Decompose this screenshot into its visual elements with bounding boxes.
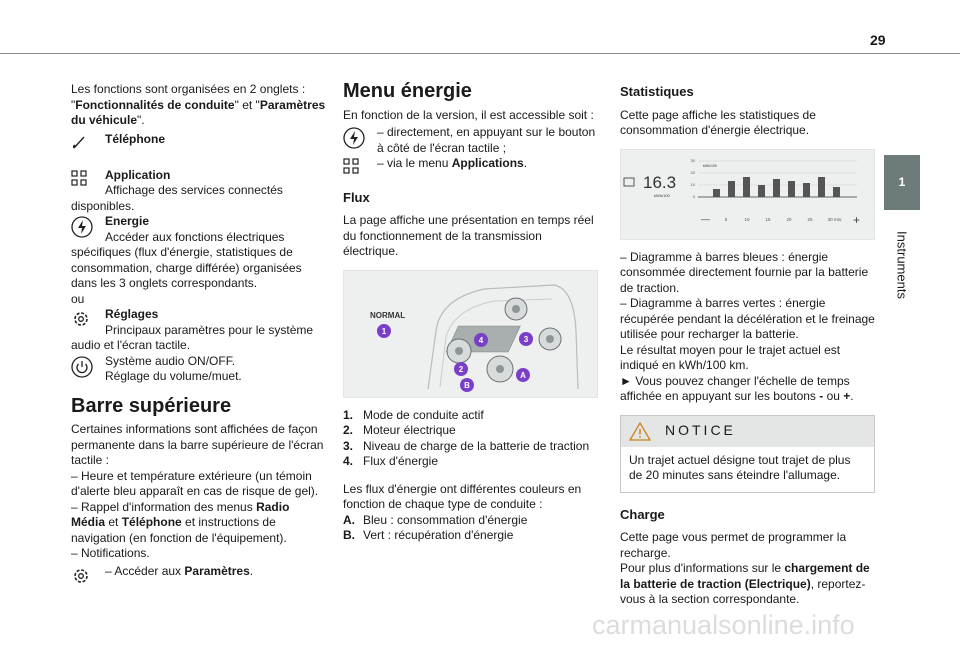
energy-bolt-icon — [71, 216, 93, 238]
stats-screen — [621, 150, 873, 239]
marker-3: 3 — [523, 334, 529, 344]
section-tab[interactable]: 1 — [884, 155, 920, 210]
settings-gear-icon — [71, 566, 91, 586]
power-icon — [71, 356, 93, 378]
or-label: ou — [71, 291, 85, 306]
consumption-unit: kWh/100 — [654, 192, 670, 198]
barre-item: – Heure et température extérieure (un témoin d'alerte bleu apparaît en cas de risque de gel). — [71, 468, 319, 498]
figure-legend — [343, 408, 598, 470]
settings-gear-icon — [71, 309, 91, 329]
notice-text: Un trajet actuel désigne tout trajet de plus de 20 minutes sans éteindre l'allumage. — [629, 452, 851, 482]
apps-grid-icon — [343, 158, 359, 174]
avg-text: Le résultat moyen pour le trajet actuel est indiqué en kWh/100 km. — [620, 342, 841, 372]
warning-triangle-icon — [629, 422, 651, 441]
application-entry: Application Affichage des services connectés disponibles. — [71, 167, 283, 213]
stats-text: Cette page affiche les statistiques de consommation d'énergie électrique. — [620, 107, 816, 137]
stats-item: – Diagramme à barres bleues : énergie consommée directement fournie par la batterie de traction. — [620, 249, 869, 295]
svg-text:5: 5 — [724, 216, 728, 222]
charge-more: Pour plus d'informations sur le chargement de la batterie de traction (Electrique), reportez-vous à la section correspondante. — [620, 561, 870, 606]
flux-heading: Flux — [343, 189, 370, 205]
column-2 — [343, 82, 598, 544]
flux-text: La page affiche une présentation en temps réel du fonctionnement de la transmission électrique. — [343, 213, 594, 258]
minus-button[interactable]: — — [701, 213, 710, 224]
stat-bar — [758, 185, 765, 197]
legend-item: 4. Flux d'énergie — [343, 454, 438, 468]
energy-bolt-icon — [343, 127, 365, 149]
barre-item: – Notifications. — [71, 546, 150, 560]
column-3 — [620, 82, 875, 608]
audio-entry: Système audio ON/OFF. Réglage du volume/muet. — [71, 354, 326, 385]
stat-bar — [833, 187, 840, 197]
energy-flow-figure — [343, 270, 598, 398]
section-label — [892, 220, 912, 310]
section-title: Instruments — [894, 231, 910, 299]
svg-text:30 min.: 30 min. — [827, 216, 843, 222]
stats-item: – Diagramme à barres vertes : énergie récupérée pendant la décélération et le freinage utilisée pour recharger la batterie. — [620, 296, 875, 341]
barre-intro: Certaines informations sont affichées de façon permanente dans la barre supérieure de l'écran tactile : — [71, 422, 324, 467]
intro-paragraph: Les fonctions sont organisées en 2 onglets : "Fonctionnalités de conduite" et "Paramètres du véhicule". — [71, 82, 326, 127]
colors-intro: Les flux d'énergie ont différentes couleurs en fonction de chaque type de conduite : — [343, 481, 582, 511]
page-number: 29 — [870, 32, 886, 48]
stat-bar — [803, 183, 810, 197]
consumption-value: 16.3 — [643, 172, 677, 192]
notice-box — [620, 415, 875, 493]
menu-intro: En fonction de la version, il est accessible soit : — [343, 107, 594, 122]
stats-screen-figure — [620, 149, 875, 240]
color-item: B. Vert : récupération d'énergie — [343, 528, 514, 542]
color-item: A. Bleu : consommation d'énergie — [343, 512, 528, 527]
svg-text:10: 10 — [744, 216, 750, 222]
marker-4: 4 — [478, 335, 484, 345]
legend-item: 2. Moteur électrique — [343, 423, 456, 437]
scale-text: ► Vous pouvez changer l'échelle de temps affichée en appuyant sur les boutons - ou +. — [620, 373, 854, 403]
watermark: carmanualsonline.info — [592, 610, 855, 640]
header-rule — [0, 53, 960, 54]
menu-option-apps: – via le menu Applications. — [343, 156, 598, 172]
menu-option-direct: – directement, en appuyant sur le bouton à côté de l'écran tactile ; — [343, 125, 598, 156]
svg-text:30: 30 — [690, 157, 695, 163]
barre-heading: Barre supérieure — [71, 394, 232, 417]
vehicle-flow-diagram — [344, 271, 598, 397]
column-1 — [71, 82, 326, 579]
stat-bar — [818, 177, 825, 197]
marker-a: A — [520, 370, 526, 380]
plus-button[interactable]: + — [853, 212, 861, 227]
legend-item: 3. Niveau de charge de la batterie de traction — [343, 438, 590, 453]
svg-text:25: 25 — [807, 216, 813, 222]
stats-heading: Statistiques — [620, 84, 694, 99]
svg-text:10: 10 — [690, 181, 695, 187]
marker-2: 2 — [458, 364, 464, 374]
charge-heading: Charge — [620, 506, 665, 522]
telephone-entry: Téléphone — [71, 132, 326, 162]
apps-grid-icon — [71, 170, 87, 186]
phone-icon — [71, 134, 87, 150]
charge-text: Cette page vous permet de programmer la recharge. — [620, 530, 847, 560]
barre-item: – Rappel d'information des menus Radio Média et Téléphone et instructions de navigation (en fonction de l'équipement). — [71, 499, 290, 545]
mode-label: NORMAL — [370, 310, 406, 320]
notice-header — [621, 416, 874, 447]
legend-item: 1. Mode de conduite actif — [343, 407, 484, 422]
stat-bar — [743, 177, 750, 197]
marker-b: B — [464, 380, 470, 390]
energie-entry: Energie Accéder aux fonctions électriques spécifiques (flux d'énergie, statistiques de consommation, charge différée) organisées dans les 3 onglets correspondants. — [71, 214, 302, 290]
marker-1: 1 — [381, 326, 387, 336]
svg-text:0: 0 — [692, 193, 695, 199]
svg-text:15: 15 — [765, 216, 771, 222]
notice-title: NOTICE — [665, 422, 736, 439]
reglages-entry: Réglages Principaux paramètres pour le système audio et l'écran tactile. — [71, 307, 314, 352]
menu-energie-heading: Menu énergie — [343, 80, 472, 102]
svg-text:kWh/100: kWh/100 — [703, 163, 717, 168]
svg-text:20: 20 — [690, 169, 695, 175]
barre-settings-entry: – Accéder aux Paramètres. — [71, 564, 326, 580]
svg-text:20: 20 — [786, 216, 792, 222]
stat-bar — [788, 181, 795, 197]
stat-bar — [773, 179, 780, 197]
stat-bar — [713, 189, 720, 197]
stat-bar — [728, 181, 735, 197]
